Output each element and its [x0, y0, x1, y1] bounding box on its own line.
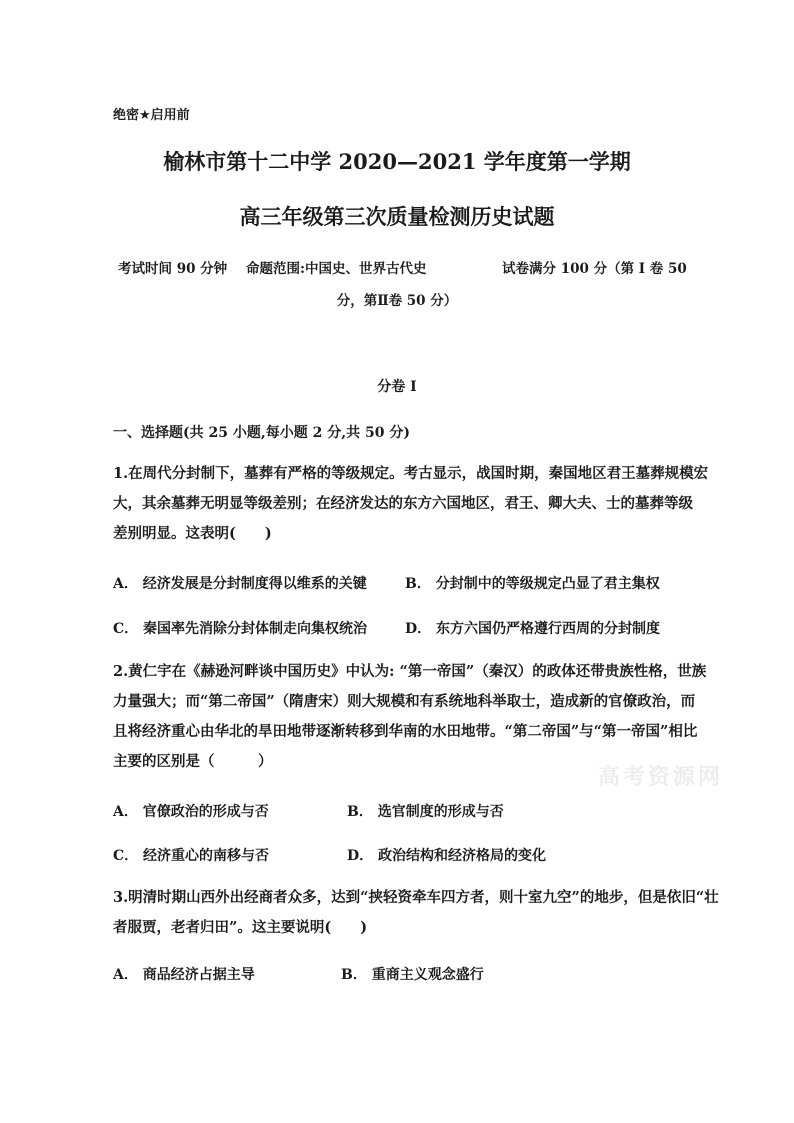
- question-2: [113, 657, 706, 777]
- section-title: 分卷 I: [377, 379, 417, 395]
- exam-time: 考试时间 90 分钟: [118, 261, 228, 277]
- exam-score-cont: 分，第Ⅱ卷 50 分）: [336, 293, 458, 309]
- q1-option-d[interactable]: D． 东方六国仍严格遵行西周的分封制度: [405, 621, 661, 637]
- q2-option-a[interactable]: A． 官僚政治的形成与否: [113, 804, 269, 820]
- question-line: 主要的区别是（ ）: [113, 753, 273, 770]
- q1-option-a[interactable]: A． 经济发展是分封制度得以维系的关键: [113, 576, 367, 592]
- q1-option-c[interactable]: C． 秦国率先消除分封体制走向集权统治: [113, 621, 368, 637]
- question-line: 大，其余墓葬无明显等级差别；在经济发达的东方六国地区，君王、卿大夫、士的墓葬等级: [113, 495, 693, 512]
- exam-score: 试卷满分 100 分（第 I 卷 50: [502, 261, 687, 277]
- section-heading: 一、选择题(共 25 小题,每小题 2 分,共 50 分): [113, 425, 410, 441]
- exam-info: [118, 257, 687, 277]
- exam-title-line1: 榆林市第十二中学 2020—2021 学年度第一学期: [163, 149, 631, 174]
- question-3: [113, 883, 719, 943]
- question-line: 2.黄仁宇在《赫逊河畔谈中国历史》中认为: “第一帝国”（秦汉）的政体还带贵族性格，世族: [113, 663, 707, 680]
- exam-title-line2: 高三年级第三次质量检测历史试题: [239, 204, 555, 229]
- question-line: 差别明显。这表明( ): [113, 525, 272, 542]
- question-line: 3.明清时期山西外出经商者众多，达到“挟轻资牵车四方者，则十室九空”的地步，但是依旧“壮: [113, 889, 719, 906]
- q1-option-b[interactable]: B． 分封制中的等级规定凸显了君主集权: [405, 576, 660, 592]
- question-line: 力量强大；而“第二帝国”（隋唐宋）则大规模和有系统地科举取士，造成新的官僚政治，而: [113, 693, 696, 710]
- q2-option-b[interactable]: B． 选官制度的形成与否: [347, 804, 504, 820]
- question-line: 且将经济重心由华北的旱田地带逐渐转移到华南的水田地带。“第二帝国”与“第一帝国”相比: [113, 723, 698, 740]
- q3-option-b[interactable]: B． 重商主义观念盛行: [341, 967, 484, 983]
- question-line: 者服贾，老者归田”。这主要说明( ): [113, 919, 368, 936]
- question-1: [113, 459, 708, 549]
- q3-option-a[interactable]: A． 商品经济占据主导: [113, 967, 255, 983]
- watermark: 高考资源网: [598, 764, 724, 790]
- q2-option-d[interactable]: D． 政治结构和经济格局的变化: [347, 848, 547, 864]
- confidential-label: 绝密★启用前: [113, 108, 190, 123]
- question-line: 1.在周代分封制下，墓葬有严格的等级规定。考古显示，战国时期，秦国地区君王墓葬规模宏: [113, 465, 709, 482]
- exam-scope: 命题范围:中国史、世界古代史: [246, 261, 427, 277]
- q2-option-c[interactable]: C． 经济重心的南移与否: [113, 848, 270, 864]
